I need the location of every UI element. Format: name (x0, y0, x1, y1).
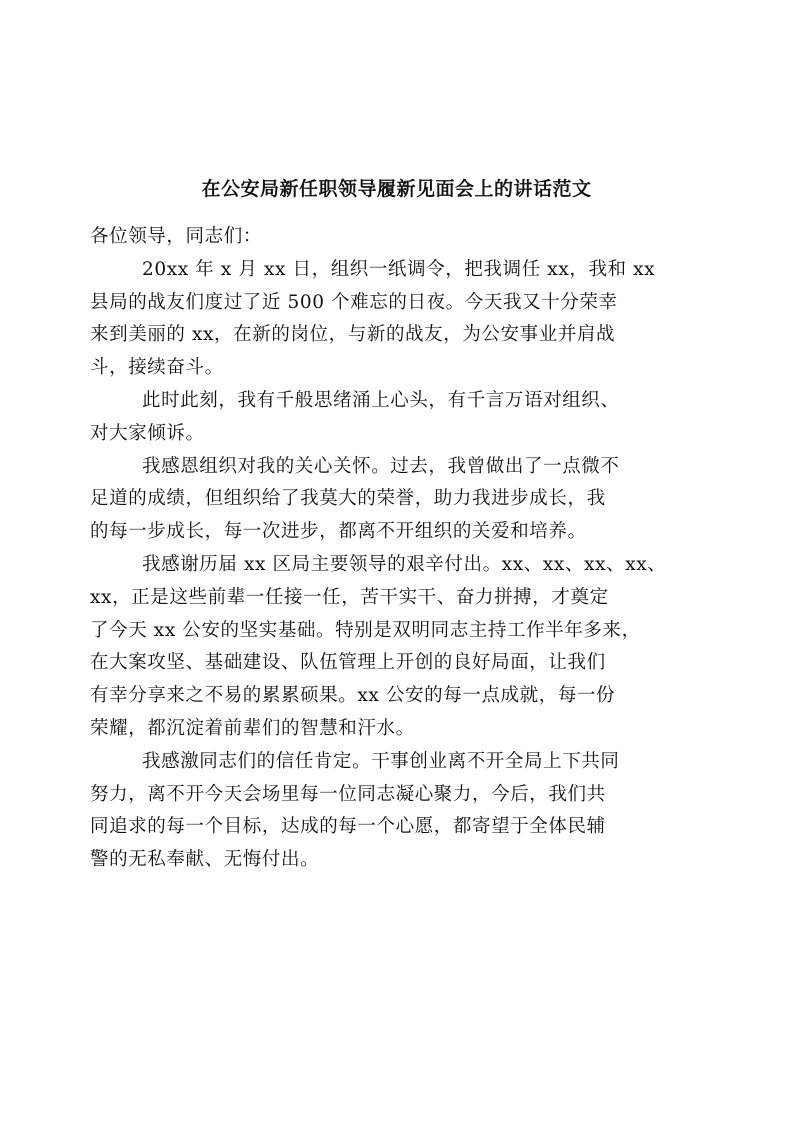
document-title: 在公安局新任职领导履新见面会上的讲话范文 (201, 178, 592, 200)
text-line: 的每一步成长，每一次进步，都离不开组织的关爱和培养。 (90, 521, 587, 543)
text-line: 我感谢历届 xx 区局主要领导的艰辛付出。xx、xx、xx、xx、 (142, 553, 667, 575)
text-line: 对大家倾诉。 (90, 422, 205, 444)
document-body (90, 221, 710, 877)
text-line: 各位领导，同志们： (90, 226, 262, 247)
text-line: 有幸分享来之不易的累累硕果。xx 公安的每一点成就，每一份 (90, 685, 616, 707)
text-line: 荣耀，都沉淀着前辈们的智慧和汗水。 (90, 717, 415, 739)
text-line: 我感恩组织对我的关心关怀。过去，我曾做出了一点微不 (142, 455, 620, 477)
text-line: 足道的成绩，但组织给了我莫大的荣誉，助力我进步成长，我 (90, 488, 606, 510)
text-line: 我感激同志们的信任肯定。干事创业离不开全局上下共同 (142, 750, 620, 772)
text-line: 斗，接续奋斗。 (90, 357, 224, 379)
text-line: 县局的战友们度过了近 500 个难忘的日夜。今天我又十分荣幸 (90, 291, 618, 313)
text-line: 同追求的每一个目标，达成的每一个心愿，都寄望于全体民辅 (90, 816, 606, 838)
text-line: 来到美丽的 xx，在新的岗位，与新的战友，为公安事业并肩战 (90, 324, 616, 346)
text-line: 警的无私奉献、无悔付出。 (90, 849, 320, 871)
text-line: 20xx 年 x 月 xx 日，组织一纸调令，把我调任 xx，我和 xx (142, 258, 656, 280)
text-line: xx，正是这些前辈一任接一任，苦干实干、奋力拼搏，才奠定 (90, 586, 609, 608)
text-line: 了今天 xx 公安的坚实基础。特别是双明同志主持工作半年多来， (90, 619, 641, 641)
text-line: 努力，离不开今天会场里每一位同志凝心聚力，今后，我们共 (90, 783, 606, 805)
text-line: 此时此刻，我有千般思绪涌上心头，有千言万语对组织、 (142, 389, 620, 411)
text-line: 在大案攻坚、基础建设、队伍管理上开创的良好局面，让我们 (90, 652, 606, 674)
